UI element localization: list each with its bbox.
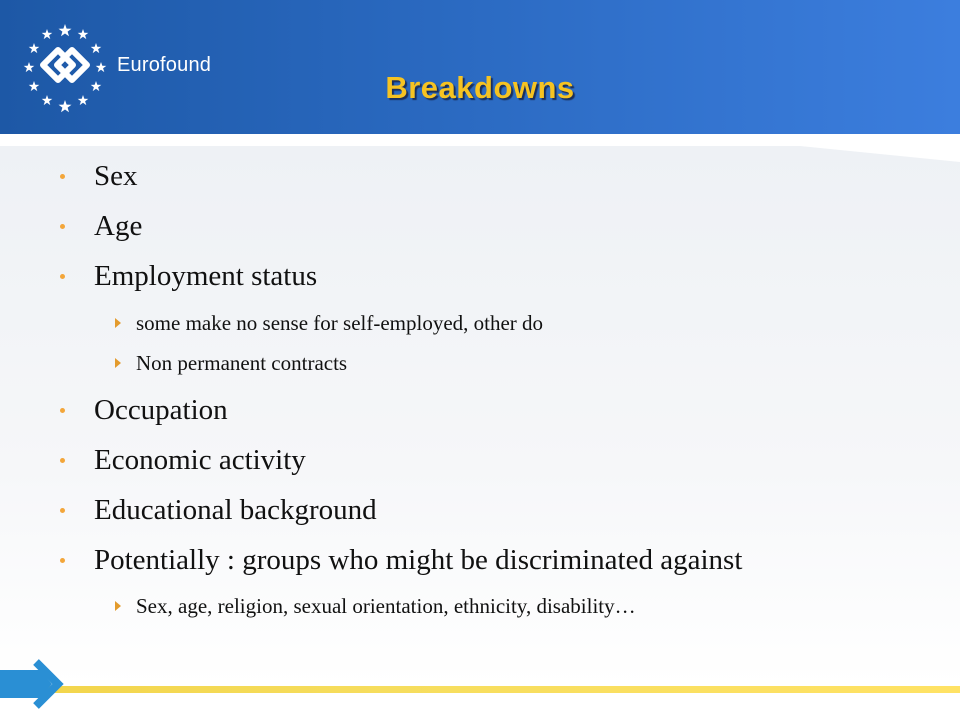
logo-text: Eurofound (117, 54, 212, 76)
bullet-item: Sex (94, 160, 138, 192)
footer-line (0, 686, 960, 693)
sub-bullet-item (136, 593, 636, 619)
triangle-bullet-icon (115, 601, 121, 611)
sub-bullet-text: Non permanent contracts (136, 351, 348, 375)
bullet-item: Age (94, 210, 143, 242)
bullet-item: Educational background (94, 494, 377, 526)
sub-bullet-text: some make no sense for self-employed, other do (136, 311, 544, 335)
bullet-item: Economic activity (94, 444, 306, 476)
bullet-item: Employment status (94, 260, 318, 292)
bullet-item: Potentially : groups who might be discriminated against (94, 544, 743, 576)
triangle-bullet-icon (115, 358, 121, 368)
triangle-bullet-icon (115, 318, 121, 328)
sub-bullet-item (136, 350, 347, 376)
sub-bullet-item (136, 310, 543, 336)
sub-bullet-text: Sex, age, religion, sexual orientation, ethnicity, disability… (136, 594, 636, 618)
page-title: Breakdowns (385, 70, 575, 105)
footer-arrow-icon (0, 658, 80, 710)
bullet-item: Occupation (94, 394, 228, 426)
